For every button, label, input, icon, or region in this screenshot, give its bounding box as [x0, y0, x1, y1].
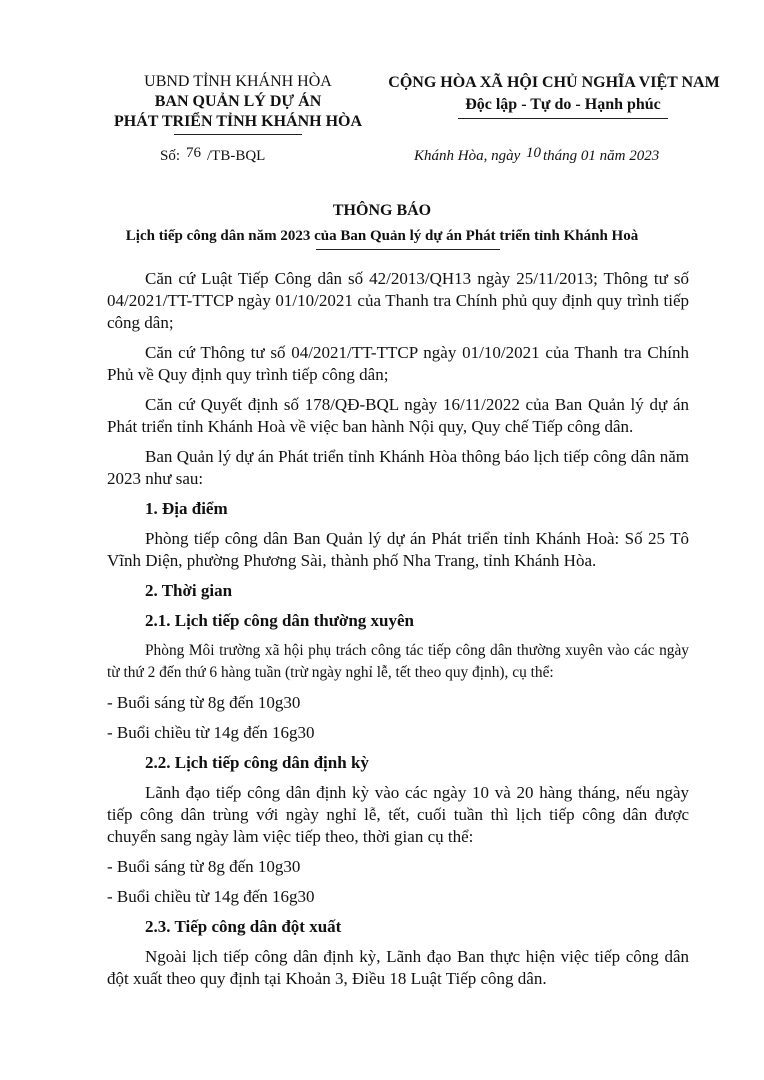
paragraph-announcement: Ban Quản lý dự án Phát triển tỉnh Khánh Hòa thông báo lịch tiếp công dân năm 2023 như sau: [107, 447, 689, 488]
date-suffix: tháng 01 năm 2023 [543, 148, 660, 164]
parent-agency: UBND TỈNH KHÁNH HÒA [144, 73, 332, 90]
heading-periodic-schedule: 2.2. Lịch tiếp công dân định kỳ [145, 753, 369, 772]
list-item-afternoon-periodic: - Buổi chiều từ 14g đến 16g30 [107, 887, 315, 906]
document-number [160, 146, 265, 166]
document-body [107, 268, 689, 998]
paragraph-periodic-schedule: Lãnh đạo tiếp công dân định kỳ vào các ngày 10 và 20 hàng tháng, nếu ngày tiếp công dân trùng với ngày nghỉ lễ, tết, cuối tuần thì lịch tiếp công dân được chuyển sang ngày làm việc tiếp theo, thời gian cụ thể: [107, 783, 689, 846]
list-item-morning-regular: - Buổi sáng từ 8g đến 10g30 [107, 693, 301, 712]
doc-number-prefix: Số: [160, 148, 181, 164]
doc-number-value: 76 [186, 145, 202, 161]
document-title: THÔNG BÁO [332, 202, 432, 219]
paragraph-regular-schedule: Phòng Môi trường xã hội phụ trách công tác tiếp công dân thường xuyên vào các ngày từ thứ 2 đến thứ 6 hàng tuần (trừ ngày nghỉ lễ, tết theo quy định), cụ thể: [107, 642, 689, 681]
paragraph-legal-basis-3: Căn cứ Quyết định số 178/QĐ-BQL ngày 16/11/2022 của Ban Quản lý dự án Phát triển tỉnh Khánh Hoà về việc ban hành Nội quy, Quy chế Tiếp công dân. [107, 395, 689, 436]
paragraph-legal-basis-1: Căn cứ Luật Tiếp Công dân số 42/2013/QH13 ngày 25/11/2013; Thông tư số 04/2021/TT-TTCP ngày 01/10/2021 của Thanh tra Chính phủ quy định quy trình tiếp công dân; [107, 269, 689, 332]
heading-regular-schedule: 2.1. Lịch tiếp công dân thường xuyên [145, 611, 414, 630]
national-header-block [382, 72, 726, 116]
paragraph-legal-basis-2: Căn cứ Thông tư số 04/2021/TT-TTCP ngày 01/10/2021 của Thanh tra Chính Phủ về Quy định quy trình tiếp công dân; [107, 343, 689, 384]
list-item-morning-periodic: - Buổi sáng từ 8g đến 10g30 [107, 857, 301, 876]
nation-name: CỘNG HÒA XÃ HỘI CHỦ NGHĨA VIỆT NAM [388, 74, 720, 91]
heading-adhoc-reception: 2.3. Tiếp công dân đột xuất [145, 917, 342, 936]
agency-name-line2: PHÁT TRIỂN TỈNH KHÁNH HÒA [113, 113, 363, 130]
subtitle-underline [316, 249, 500, 250]
date-prefix: Khánh Hòa, ngày [414, 148, 521, 164]
motto-underline [458, 118, 668, 119]
agency-name-line1: BAN QUẢN LÝ DỰ ÁN [154, 93, 322, 110]
heading-time: 2. Thời gian [145, 581, 233, 600]
agency-underline [174, 134, 302, 135]
national-motto: Độc lập - Tự do - Hạnh phúc [465, 96, 661, 113]
heading-location: 1. Địa điểm [145, 499, 228, 518]
doc-number-suffix: /TB-BQL [207, 148, 266, 164]
paragraph-adhoc-reception: Ngoài lịch tiếp công dân định kỳ, Lãnh đạo Ban thực hiện việc tiếp công dân đột xuất theo quy định tại Khoản 3, Điều 18 Luật Tiếp công dân. [107, 947, 689, 988]
document-subtitle: Lịch tiếp công dân năm 2023 của Ban Quản lý dự án Phát triển tỉnh Khánh Hoà [125, 228, 639, 244]
issuing-agency-block [88, 72, 388, 135]
document-date [414, 146, 714, 166]
paragraph-location: Phòng tiếp công dân Ban Quản lý dự án Phát triển tỉnh Khánh Hoà: Số 25 Tô Vĩnh Diện, phường Phương Sài, thành phố Nha Trang, tỉnh Khánh Hòa. [107, 529, 689, 570]
list-item-afternoon-regular: - Buổi chiều từ 14g đến 16g30 [107, 723, 315, 742]
date-day: 10 [526, 145, 541, 161]
